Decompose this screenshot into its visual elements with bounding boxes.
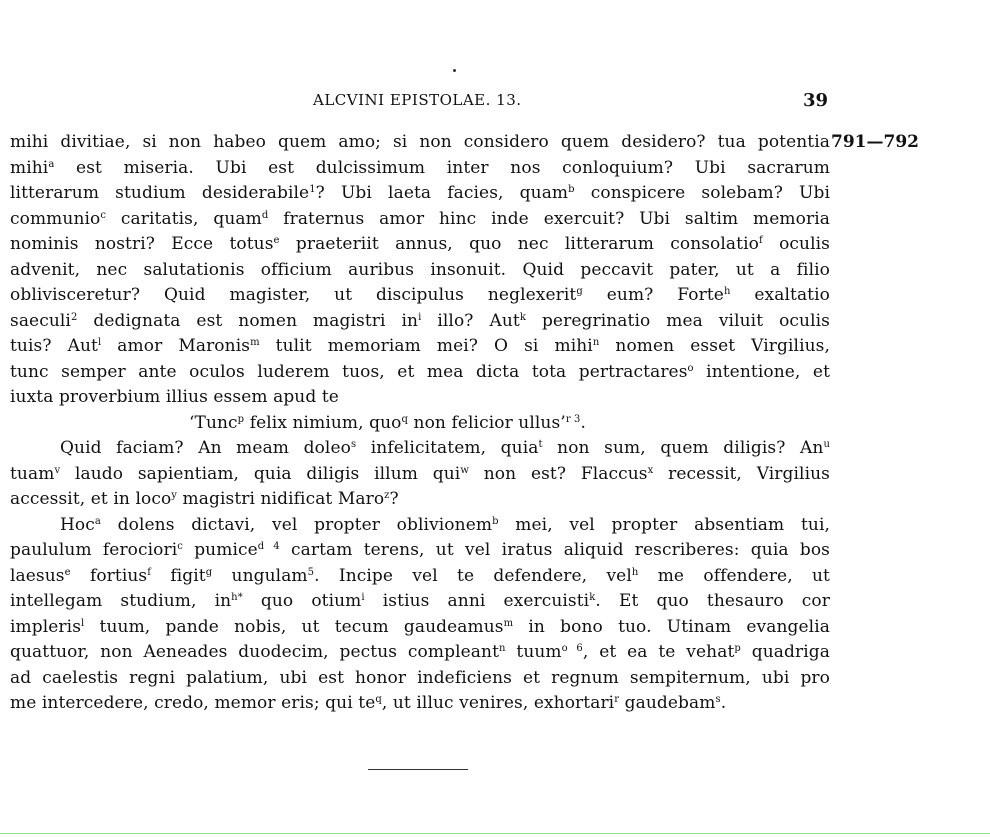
- footnote-marker: m: [503, 617, 514, 629]
- footnote-marker: o: [687, 362, 694, 374]
- footnote-marker: a: [48, 158, 55, 170]
- footnote-marker: q: [401, 413, 409, 425]
- footnote-marker: b: [492, 515, 499, 527]
- footnote-marker: z: [384, 490, 390, 501]
- footnote-marker: f: [147, 566, 152, 578]
- running-title: ALCVINI EPISTOLAE. 13.: [313, 91, 522, 109]
- footnote-marker: n: [592, 337, 600, 348]
- footnote-marker: r 3: [565, 413, 581, 425]
- footnote-marker: l: [81, 617, 85, 629]
- footnote-marker: m: [250, 337, 260, 348]
- footnote-marker: x: [647, 464, 654, 476]
- text-line: laesus$^e$ fortius$^f$ figit$^g$ ungulam$^5$. Incipe vel te defendere, vel$^h$ me offendere, ut: [10, 565, 830, 586]
- footnote-marker: d: [261, 209, 269, 221]
- text-line: mihi$^a$ est miseria. Ubi est dulcissimum inter nos conloquium? Ubi sacrarum: [10, 157, 830, 178]
- footnote-marker: p: [237, 413, 245, 425]
- footnote-marker: n: [499, 643, 506, 654]
- footnote-marker: h: [631, 566, 639, 578]
- text-line: communio$^c$ caritatis, quam$^d$ fraternus amor hinc inde exercuit? Ubi saltim memoria: [10, 208, 830, 229]
- footnote-marker: v: [54, 464, 61, 476]
- text-line: saeculi$^2$ dedignata est nomen magistri $in^i$ illo? Aut$^k$ peregrinatio mea viluit oculis: [10, 310, 830, 331]
- footnote-marker: k: [519, 311, 526, 323]
- scan-edge-line: [0, 833, 990, 834]
- text-line: tuis? Aut$^l$ amor Maronis$^m$ tulit memoriam mei? O si mihi$^n$ nomen esset Virgilius,: [10, 336, 830, 356]
- text-line: Hoc$^a$ dolens dictavi, vel propter oblivionem$^b$ mei, vel propter absentiam tui,: [60, 514, 830, 535]
- verse-quote: ‘Tunc$^p$ felix nimium, quo$^q$ non felicior ullus’$^{r 3}$.: [189, 412, 586, 433]
- margin-date: 791—792: [831, 132, 919, 152]
- footnote-marker: l: [97, 337, 102, 348]
- footnote-marker: h*: [231, 592, 243, 603]
- footnote-marker: h: [723, 286, 731, 297]
- text-line: iuxta proverbium illius essem apud te: [10, 387, 339, 407]
- text-line: intellegam studium, $in^{h*}$ quo otium$^i$ istius anni exercuisti$^k$. Et quo thesauro cor: [10, 591, 830, 611]
- footnote-marker: t: [538, 439, 543, 450]
- print-speck: [453, 69, 456, 72]
- footnote-marker: 5: [307, 566, 315, 578]
- footnote-marker: a: [94, 515, 101, 527]
- footnote-marker: i: [361, 592, 365, 603]
- footnote-marker: c: [100, 209, 107, 221]
- footnote-marker: b: [568, 184, 575, 195]
- footnote-marker: d 4: [257, 541, 280, 552]
- footnote-marker: y: [171, 490, 178, 501]
- text-line: oblivisceretur? Quid magister, ut discipulus neglexerit$^g$ eum? Forte$^h$ exaltatio: [10, 285, 830, 305]
- text-line: Quid faciam? An meam doleo$^s$ infelicitatem, quia$^t$ non sum, quem diligis? An$^u$: [60, 438, 830, 458]
- section-end-rule: [368, 769, 468, 770]
- footnote-marker: p: [734, 643, 741, 654]
- text-line: litterarum studium desiderabile$^1$? Ubi laeta facies, quam$^b$ conspicere solebam? Ubi: [10, 183, 830, 203]
- footnote-marker: g: [205, 566, 213, 578]
- text-line: tunc semper ante oculos luderem tuos, et mea dicta tota pertractares$^o$ intentione, et: [10, 361, 830, 382]
- footnote-marker: s: [715, 694, 721, 705]
- footnote-marker: f: [758, 235, 763, 246]
- footnote-marker: c: [177, 541, 183, 552]
- text-line: me intercedere, credo, memor eris; qui $te^q$, ut illuc venires, exhortari$^r$ gaudebam$^s$.: [10, 693, 727, 713]
- footnote-marker: e: [64, 566, 71, 578]
- text-line: accessit, et in loco$^y$ magistri nidificat Maro$^z$?: [10, 489, 399, 509]
- footnote-marker: w: [460, 464, 469, 476]
- footnote-marker: 2: [70, 311, 78, 323]
- text-line: mihi divitiae, si non habeo quem amo; si non considero quem desidero? tua potentia: [10, 132, 830, 152]
- page-header: [0, 90, 990, 112]
- text-line: quattuor, non Aeneades duodecim, pectus compleant$^n$ tuum$^{o 6}$, et ea te vehat$^p$ quadriga: [10, 642, 830, 662]
- footnote-marker: u: [823, 439, 830, 450]
- text-line: impleris$^l$ tuum, pande nobis, ut tecum gaudeamus$^m$ in bono tuo. Utinam evangelia: [10, 616, 830, 637]
- text-line: ad caelestis regni palatium, ubi est honor indeficiens et regnum sempiternum, ubi pro: [10, 667, 830, 688]
- footnote-marker: s: [350, 439, 357, 450]
- page-number: 39: [803, 90, 829, 111]
- footnote-marker: g: [576, 286, 583, 297]
- footnote-marker: k: [589, 592, 596, 603]
- text-line: nominis nostri? Ecce totus$^e$ praeteriit annus, quo nec litterarum consolatio$^f$ oculis: [10, 234, 830, 254]
- text-line: advenit, nec salutationis officium auribus insonuit. Quid peccavit pater, ut a filio: [10, 259, 830, 280]
- footnote-marker: r: [614, 694, 620, 705]
- footnote-marker: q: [375, 694, 382, 705]
- text-line: paululum ferociori$^c$ pumice$^{d 4}$ cartam terens, ut vel iratus aliquid rescriberes: quia bos: [10, 540, 830, 560]
- footnote-marker: i: [418, 311, 422, 323]
- footnote-marker: e: [273, 235, 280, 246]
- text-line: tuam$^v$ laudo sapientiam, quia diligis illum qui$^w$ non est? Flaccus$^x$ recessit, Virgilius: [10, 463, 830, 484]
- footnote-marker: 1: [309, 184, 316, 195]
- footnote-marker: o 6: [561, 643, 583, 654]
- body-text: [10, 130, 830, 717]
